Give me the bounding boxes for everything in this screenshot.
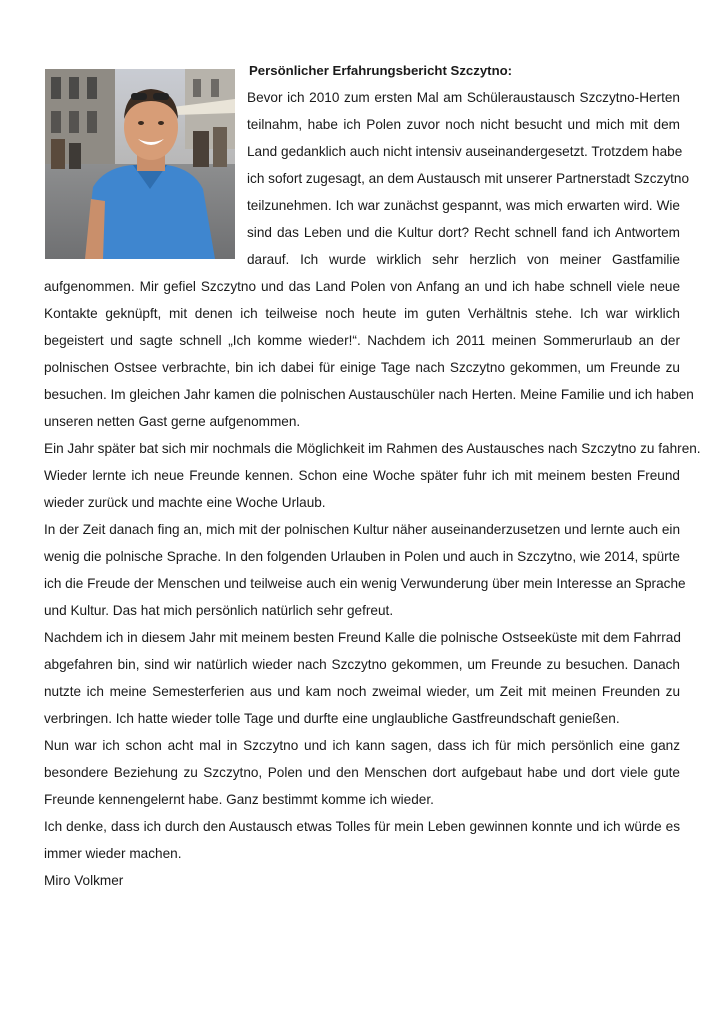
text-line: Wieder lernte ich neue Freunde kennen. Schon eine Woche später fuhr ich mit meinem besten Freund (44, 468, 680, 483)
text-line: unseren netten Gast gerne aufgenommen. (44, 414, 301, 429)
text-line: Nun war ich schon acht mal in Szczytno und ich kann sagen, dass ich für mich persönlich eine ganz (44, 738, 680, 753)
text-line: polnischen Ostsee verbrachte, bin ich dabei für einige Tage nach Szczytno gekommen, um Freunde zu (44, 360, 680, 375)
portrait-photo (45, 69, 235, 259)
document-title: Persönlicher Erfahrungsbericht Szczytno: (249, 63, 513, 78)
text-line: In der Zeit danach fing an, mich mit der polnischen Kultur näher auseinanderzusetzen und lernte auch ein (44, 522, 680, 537)
text-line: Kontakte geknüpft, mit denen ich teilweise noch heute im guten Verhältnis stehe. Ich war wirklich (44, 306, 680, 321)
text-line: aufgenommen. Mir gefiel Szczytno und das Land Polen von Anfang an und ich habe schnell viele neue (44, 279, 680, 294)
text-line: besondere Beziehung zu Szczytno, Polen und den Menschen dort aufgebaut habe und dort viele gute (44, 765, 680, 780)
text-line: und Kultur. Das hat mich persönlich natürlich sehr gefreut. (44, 603, 394, 618)
text-line: teilzunehmen. Ich war zunächst gespannt, was mich erwarten wird. Wie (247, 198, 680, 213)
text-line: abgefahren bin, sind wir natürlich wieder nach Szczytno gekommen, um Freunde zu besuchen. Danach (44, 657, 680, 672)
text-line: wieder zurück und machte eine Woche Urlaub. (44, 495, 326, 510)
text-line: wenig die polnische Sprache. In den folgenden Urlauben in Polen und auch in Szczytno, wie 2014, spürte (44, 549, 680, 564)
text-line: sind das Leben und die Kultur dort? Recht schnell fand ich Antwortem (247, 225, 680, 240)
text-line: Freunde kennengelernt habe. Ganz bestimmt komme ich wieder. (44, 792, 434, 807)
text-line: Bevor ich 2010 zum ersten Mal am Schüleraustausch Szczytno-Herten (247, 90, 680, 105)
text-line: darauf. Ich wurde wirklich sehr herzlich von meiner Gastfamilie (247, 252, 680, 267)
text-line: Nachdem ich in diesem Jahr mit meinem besten Freund Kalle die polnische Ostseeküste mit dem Fahrrad (44, 630, 681, 645)
text-line: begeistert und sagte schnell „Ich komme wieder!“. Nachdem ich 2011 meinen Sommerurlaub an der (44, 333, 680, 348)
text-line: verbringen. Ich hatte wieder tolle Tage und durfte eine unglaubliche Gastfreundschaft genießen. (44, 711, 620, 726)
author-signature: Miro Volkmer (44, 873, 124, 888)
text-line: ich sofort zugesagt, an dem Austausch mit unserer Partnerstadt Szczytno (247, 171, 690, 186)
text-line: Ich denke, dass ich durch den Austausch etwas Tolles für mein Leben gewinnen konnte und ich würde es (44, 819, 680, 834)
text-line: besuchen. Im gleichen Jahr kamen die polnischen Austauschüler nach Herten. Meine Familie und ich haben (44, 387, 694, 402)
text-line: teilnahm, habe ich Polen zuvor noch nicht besucht und mich mit dem (247, 117, 680, 132)
text-line: nutzte ich meine Semesterferien aus und kam noch zweimal wieder, um Zeit mit meinen Freunden zu (44, 684, 680, 699)
text-line: immer wieder machen. (44, 846, 182, 861)
text-line: ich die Freude der Menschen und teilweise auch ein wenig Verwunderung über mein Interesse an Sprache (44, 576, 686, 591)
text-line: Land gedanklich auch nicht intensiv auseinandergesetzt. Trotzdem habe (247, 144, 683, 159)
text-line: Ein Jahr später bat sich mir nochmals die Möglichkeit im Rahmen des Austausches nach Szczytno zu fahren. (44, 441, 701, 456)
